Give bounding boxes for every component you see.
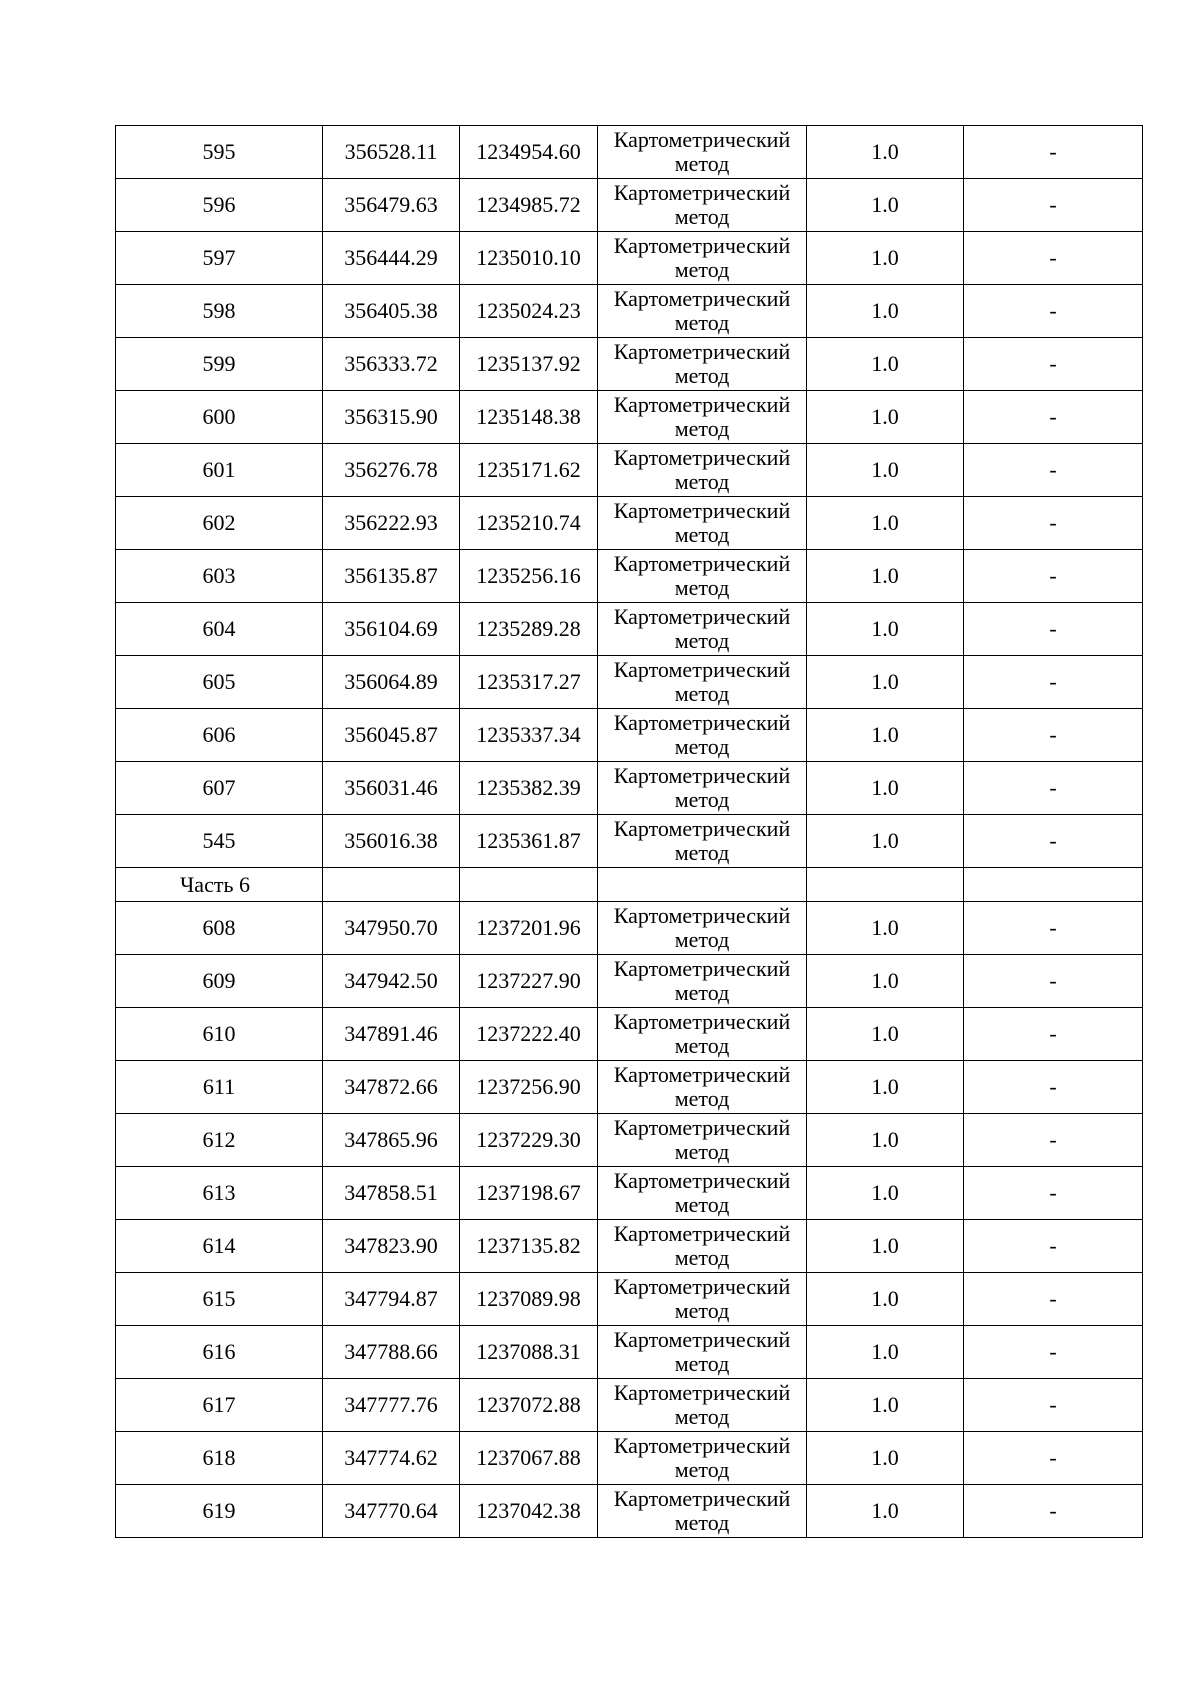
y-coordinate-cell: 1235148.38	[460, 391, 598, 444]
point-number-cell: 607	[116, 762, 323, 815]
method-text-line-2: метод	[674, 151, 730, 176]
x-coordinate-cell: 356016.38	[323, 815, 460, 868]
method-text-line-2: метод	[674, 1033, 730, 1058]
method-cell	[598, 1167, 807, 1220]
precision-cell: 1.0	[807, 1220, 964, 1273]
point-number-cell: 600	[116, 391, 323, 444]
method-text-line-1: Картометрический	[613, 1327, 791, 1352]
note-cell: -	[964, 550, 1143, 603]
method-cell	[598, 391, 807, 444]
precision-cell: 1.0	[807, 550, 964, 603]
y-coordinate-cell: 1237201.96	[460, 902, 598, 955]
note-cell: -	[964, 1326, 1143, 1379]
x-coordinate-cell: 356064.89	[323, 656, 460, 709]
method-text-line-2: метод	[674, 416, 730, 441]
table-row	[116, 391, 1143, 444]
method-cell	[598, 656, 807, 709]
method-text-line-1: Картометрический	[613, 710, 791, 735]
x-coordinate-cell: 347950.70	[323, 902, 460, 955]
table-row	[116, 1008, 1143, 1061]
x-coordinate-cell: 356135.87	[323, 550, 460, 603]
method-cell	[598, 338, 807, 391]
point-number-cell: 545	[116, 815, 323, 868]
table-row	[116, 656, 1143, 709]
y-coordinate-cell: 1235256.16	[460, 550, 598, 603]
y-coordinate-cell: 1237089.98	[460, 1273, 598, 1326]
note-cell: -	[964, 815, 1143, 868]
method-text-line-2: метод	[674, 628, 730, 653]
x-coordinate-cell: 356405.38	[323, 285, 460, 338]
y-coordinate-cell: 1237042.38	[460, 1485, 598, 1538]
method-cell	[598, 1379, 807, 1432]
method-text-line-2: метод	[674, 787, 730, 812]
precision-cell: 1.0	[807, 1167, 964, 1220]
method-text-line-1: Картометрический	[613, 1062, 791, 1087]
precision-cell: 1.0	[807, 1114, 964, 1167]
note-cell: -	[964, 603, 1143, 656]
y-coordinate-cell: 1237222.40	[460, 1008, 598, 1061]
precision-cell: 1.0	[807, 497, 964, 550]
precision-cell: 1.0	[807, 1485, 964, 1538]
point-number-cell: 611	[116, 1061, 323, 1114]
method-text-line-2: метод	[674, 310, 730, 335]
method-cell	[598, 709, 807, 762]
x-coordinate-cell: 356045.87	[323, 709, 460, 762]
method-cell	[598, 1485, 807, 1538]
point-number-cell: 603	[116, 550, 323, 603]
point-number-cell: 610	[116, 1008, 323, 1061]
method-text-line-2: метод	[674, 575, 730, 600]
precision-cell: 1.0	[807, 656, 964, 709]
method-text-line-1: Картометрический	[613, 286, 791, 311]
method-cell	[598, 550, 807, 603]
method-text-line-2: метод	[674, 363, 730, 388]
method-text-line-1: Картометрический	[613, 445, 791, 470]
note-cell: -	[964, 497, 1143, 550]
x-coordinate-cell: 347942.50	[323, 955, 460, 1008]
method-cell	[598, 497, 807, 550]
precision-cell: 1.0	[807, 815, 964, 868]
note-cell: -	[964, 1485, 1143, 1538]
table-row	[116, 1273, 1143, 1326]
precision-cell: 1.0	[807, 232, 964, 285]
point-number-cell: 599	[116, 338, 323, 391]
coordinates-table-body	[116, 126, 1143, 1538]
point-number-cell: 598	[116, 285, 323, 338]
method-text-line-2: метод	[674, 204, 730, 229]
point-number-cell: 613	[116, 1167, 323, 1220]
empty-cell	[807, 868, 964, 902]
method-text-line-1: Картометрический	[613, 1274, 791, 1299]
table-row	[116, 709, 1143, 762]
precision-cell: 1.0	[807, 391, 964, 444]
precision-cell: 1.0	[807, 338, 964, 391]
method-text-line-1: Картометрический	[613, 956, 791, 981]
note-cell: -	[964, 1061, 1143, 1114]
note-cell: -	[964, 338, 1143, 391]
method-text-line-1: Картометрический	[613, 816, 791, 841]
point-number-cell: 609	[116, 955, 323, 1008]
note-cell: -	[964, 126, 1143, 179]
method-cell	[598, 1061, 807, 1114]
y-coordinate-cell: 1234985.72	[460, 179, 598, 232]
precision-cell: 1.0	[807, 603, 964, 656]
precision-cell: 1.0	[807, 955, 964, 1008]
method-text-line-2: метод	[674, 522, 730, 547]
method-text-line-1: Картометрический	[613, 1433, 791, 1458]
y-coordinate-cell: 1237198.67	[460, 1167, 598, 1220]
method-text-line-1: Картометрический	[613, 127, 791, 152]
table-row	[116, 1379, 1143, 1432]
table-row	[116, 232, 1143, 285]
x-coordinate-cell: 356528.11	[323, 126, 460, 179]
table-row	[116, 1220, 1143, 1273]
x-coordinate-cell: 347788.66	[323, 1326, 460, 1379]
method-text-line-1: Картометрический	[613, 498, 791, 523]
method-text-line-1: Картометрический	[613, 1221, 791, 1246]
precision-cell: 1.0	[807, 1061, 964, 1114]
method-cell	[598, 1326, 807, 1379]
table-row	[116, 285, 1143, 338]
x-coordinate-cell: 356444.29	[323, 232, 460, 285]
x-coordinate-cell: 356104.69	[323, 603, 460, 656]
table-row	[116, 1061, 1143, 1114]
point-number-cell: 618	[116, 1432, 323, 1485]
method-text-line-1: Картометрический	[613, 763, 791, 788]
note-cell: -	[964, 1220, 1143, 1273]
x-coordinate-cell: 356222.93	[323, 497, 460, 550]
method-cell	[598, 955, 807, 1008]
x-coordinate-cell: 347891.46	[323, 1008, 460, 1061]
section-label: Часть 6	[116, 868, 323, 902]
note-cell: -	[964, 762, 1143, 815]
method-cell	[598, 285, 807, 338]
precision-cell: 1.0	[807, 285, 964, 338]
precision-cell: 1.0	[807, 1008, 964, 1061]
y-coordinate-cell: 1237135.82	[460, 1220, 598, 1273]
note-cell: -	[964, 656, 1143, 709]
method-cell	[598, 126, 807, 179]
table-row	[116, 1326, 1143, 1379]
x-coordinate-cell: 347872.66	[323, 1061, 460, 1114]
empty-cell	[323, 868, 460, 902]
method-text-line-2: метод	[674, 1510, 730, 1535]
method-cell	[598, 603, 807, 656]
table-row	[116, 338, 1143, 391]
table-row	[116, 762, 1143, 815]
method-text-line-2: метод	[674, 927, 730, 952]
note-cell: -	[964, 955, 1143, 1008]
y-coordinate-cell: 1237256.90	[460, 1061, 598, 1114]
method-cell	[598, 762, 807, 815]
point-number-cell: 619	[116, 1485, 323, 1538]
method-text-line-2: метод	[674, 1086, 730, 1111]
note-cell: -	[964, 1379, 1143, 1432]
precision-cell: 1.0	[807, 1379, 964, 1432]
y-coordinate-cell: 1237067.88	[460, 1432, 598, 1485]
y-coordinate-cell: 1235024.23	[460, 285, 598, 338]
method-text-line-2: метод	[674, 1457, 730, 1482]
x-coordinate-cell: 347865.96	[323, 1114, 460, 1167]
method-text-line-1: Картометрический	[613, 1168, 791, 1193]
point-number-cell: 602	[116, 497, 323, 550]
note-cell: -	[964, 1273, 1143, 1326]
note-cell: -	[964, 709, 1143, 762]
y-coordinate-cell: 1235010.10	[460, 232, 598, 285]
method-text-line-1: Картометрический	[613, 604, 791, 629]
table-row	[116, 444, 1143, 497]
method-text-line-1: Картометрический	[613, 1009, 791, 1034]
method-text-line-2: метод	[674, 1139, 730, 1164]
point-number-cell: 608	[116, 902, 323, 955]
point-number-cell: 617	[116, 1379, 323, 1432]
method-text-line-2: метод	[674, 1245, 730, 1270]
table-row	[116, 126, 1143, 179]
point-number-cell: 606	[116, 709, 323, 762]
precision-cell: 1.0	[807, 179, 964, 232]
method-text-line-1: Картометрический	[613, 392, 791, 417]
method-text-line-2: метод	[674, 980, 730, 1005]
method-cell	[598, 232, 807, 285]
point-number-cell: 604	[116, 603, 323, 656]
method-text-line-2: метод	[674, 1298, 730, 1323]
x-coordinate-cell: 347858.51	[323, 1167, 460, 1220]
note-cell: -	[964, 285, 1143, 338]
table-row	[116, 902, 1143, 955]
point-number-cell: 601	[116, 444, 323, 497]
y-coordinate-cell: 1237088.31	[460, 1326, 598, 1379]
point-number-cell: 597	[116, 232, 323, 285]
empty-cell	[964, 868, 1143, 902]
method-text-line-1: Картометрический	[613, 551, 791, 576]
table-row	[116, 603, 1143, 656]
x-coordinate-cell: 347794.87	[323, 1273, 460, 1326]
point-number-cell: 595	[116, 126, 323, 179]
note-cell: -	[964, 1167, 1143, 1220]
precision-cell: 1.0	[807, 762, 964, 815]
method-text-line-1: Картометрический	[613, 1380, 791, 1405]
note-cell: -	[964, 1432, 1143, 1485]
y-coordinate-cell: 1235317.27	[460, 656, 598, 709]
method-text-line-1: Картометрический	[613, 1115, 791, 1140]
y-coordinate-cell: 1237072.88	[460, 1379, 598, 1432]
method-cell	[598, 815, 807, 868]
note-cell: -	[964, 391, 1143, 444]
note-cell: -	[964, 232, 1143, 285]
x-coordinate-cell: 347823.90	[323, 1220, 460, 1273]
precision-cell: 1.0	[807, 902, 964, 955]
y-coordinate-cell: 1235382.39	[460, 762, 598, 815]
y-coordinate-cell: 1235137.92	[460, 338, 598, 391]
y-coordinate-cell: 1237227.90	[460, 955, 598, 1008]
method-cell	[598, 1273, 807, 1326]
point-number-cell: 596	[116, 179, 323, 232]
x-coordinate-cell: 347774.62	[323, 1432, 460, 1485]
precision-cell: 1.0	[807, 709, 964, 762]
y-coordinate-cell: 1235171.62	[460, 444, 598, 497]
x-coordinate-cell: 356315.90	[323, 391, 460, 444]
precision-cell: 1.0	[807, 1326, 964, 1379]
coordinates-table	[115, 125, 1143, 1538]
x-coordinate-cell: 356479.63	[323, 179, 460, 232]
x-coordinate-cell: 347777.76	[323, 1379, 460, 1432]
table-row	[116, 1167, 1143, 1220]
table-row	[116, 1485, 1143, 1538]
empty-cell	[598, 868, 807, 902]
method-text-line-1: Картометрический	[613, 657, 791, 682]
precision-cell: 1.0	[807, 126, 964, 179]
method-cell	[598, 1114, 807, 1167]
method-cell	[598, 179, 807, 232]
method-text-line-2: метод	[674, 1404, 730, 1429]
point-number-cell: 615	[116, 1273, 323, 1326]
x-coordinate-cell: 347770.64	[323, 1485, 460, 1538]
x-coordinate-cell: 356031.46	[323, 762, 460, 815]
method-text-line-2: метод	[674, 469, 730, 494]
method-text-line-1: Картометрический	[613, 1486, 791, 1511]
table-row	[116, 1114, 1143, 1167]
method-text-line-1: Картометрический	[613, 339, 791, 364]
y-coordinate-cell: 1235337.34	[460, 709, 598, 762]
note-cell: -	[964, 902, 1143, 955]
table-row	[116, 179, 1143, 232]
method-text-line-2: метод	[674, 734, 730, 759]
note-cell: -	[964, 1114, 1143, 1167]
method-text-line-2: метод	[674, 257, 730, 282]
table-row	[116, 955, 1143, 1008]
note-cell: -	[964, 179, 1143, 232]
method-text-line-1: Картометрический	[613, 903, 791, 928]
method-text-line-1: Картометрический	[613, 180, 791, 205]
x-coordinate-cell: 356276.78	[323, 444, 460, 497]
method-cell	[598, 444, 807, 497]
table-row	[116, 550, 1143, 603]
y-coordinate-cell: 1237229.30	[460, 1114, 598, 1167]
y-coordinate-cell: 1235289.28	[460, 603, 598, 656]
method-text-line-1: Картометрический	[613, 233, 791, 258]
table-row	[116, 815, 1143, 868]
point-number-cell: 612	[116, 1114, 323, 1167]
method-text-line-2: метод	[674, 1192, 730, 1217]
point-number-cell: 616	[116, 1326, 323, 1379]
method-cell	[598, 1432, 807, 1485]
note-cell: -	[964, 1008, 1143, 1061]
precision-cell: 1.0	[807, 1432, 964, 1485]
x-coordinate-cell: 356333.72	[323, 338, 460, 391]
method-cell	[598, 1220, 807, 1273]
y-coordinate-cell: 1235361.87	[460, 815, 598, 868]
method-text-line-2: метод	[674, 681, 730, 706]
method-text-line-2: метод	[674, 840, 730, 865]
precision-cell: 1.0	[807, 444, 964, 497]
y-coordinate-cell: 1234954.60	[460, 126, 598, 179]
precision-cell: 1.0	[807, 1273, 964, 1326]
y-coordinate-cell: 1235210.74	[460, 497, 598, 550]
point-number-cell: 614	[116, 1220, 323, 1273]
table-row	[116, 497, 1143, 550]
point-number-cell: 605	[116, 656, 323, 709]
method-cell	[598, 1008, 807, 1061]
section-header-row	[116, 868, 1143, 902]
note-cell: -	[964, 444, 1143, 497]
empty-cell	[460, 868, 598, 902]
method-cell	[598, 902, 807, 955]
method-text-line-2: метод	[674, 1351, 730, 1376]
table-row	[116, 1432, 1143, 1485]
